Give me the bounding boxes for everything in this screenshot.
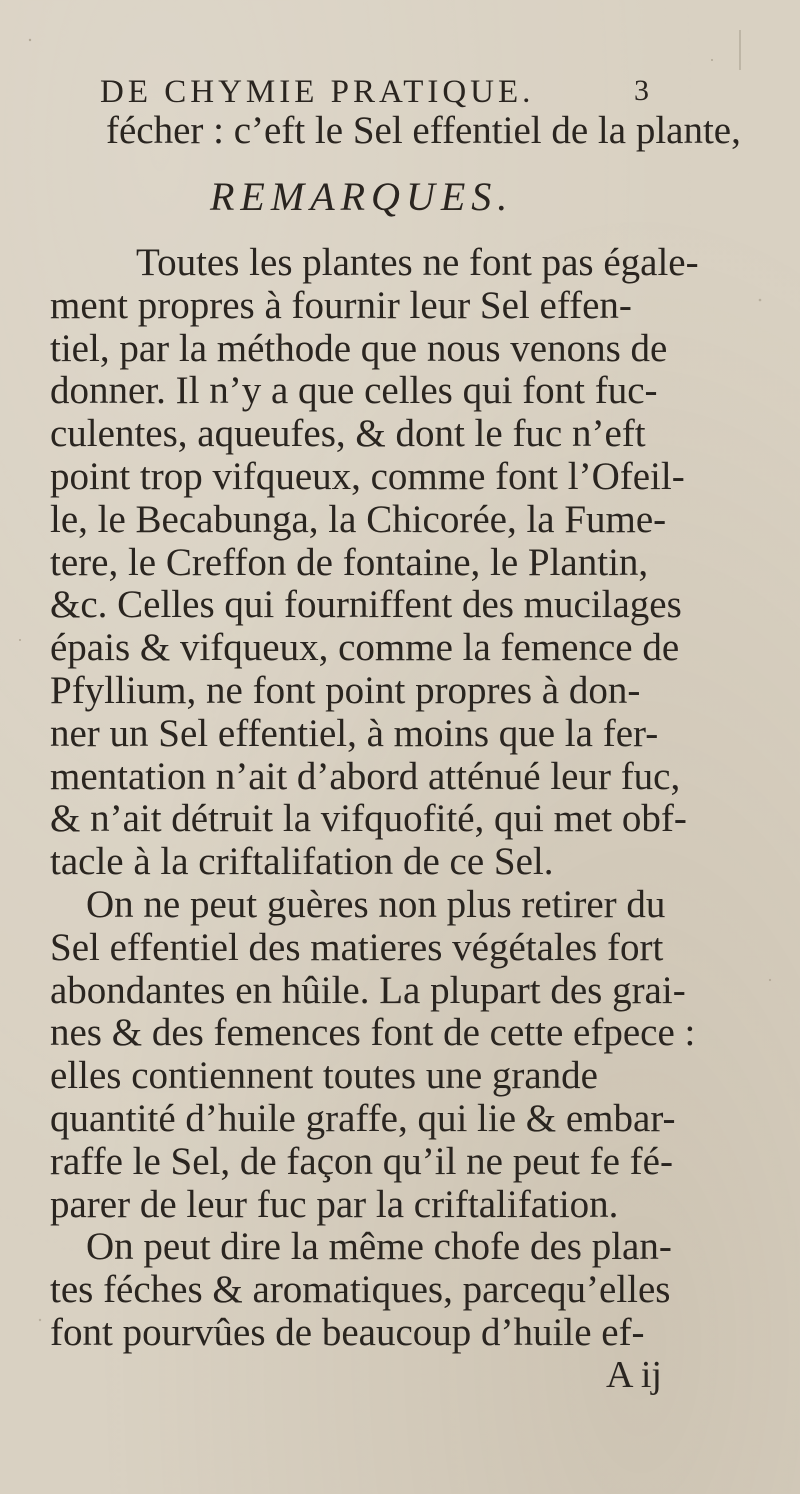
text-line-8: le, le Becabunga, la Chicorée, la Fume-: [50, 497, 667, 541]
text-line-11: épais & vifqueux, comme la femence de: [50, 626, 680, 670]
text-line-7: point trop vifqueux, comme font l’Ofeil-: [50, 455, 685, 498]
text-line-12: Pfyllium, ne font point propres à don-: [50, 669, 641, 712]
text-line-17: On ne peut guères non plus retirer du: [86, 883, 666, 926]
text-line-21: elles contiennent toutes une grande: [50, 1054, 598, 1098]
text-line-27: font pourvûes de beaucoup d’huile ef-: [50, 1311, 645, 1354]
text-line-24: parer de leur fuc par la criftalifation.: [50, 1182, 619, 1226]
text-line-20: nes & des femences font de cette efpece :: [50, 1011, 696, 1055]
signature-mark: A ij: [606, 1353, 662, 1396]
text-line-1: fécher : c’eft le Sel effentiel de la plante,: [106, 109, 741, 152]
text-line-26: tes féches & aromatiques, parcequ’elles: [50, 1268, 671, 1312]
text-line-4: tiel, par la méthode que nous venons de: [50, 326, 668, 370]
text-line-22: quantité d’huile graffe, qui lie & embar-: [50, 1097, 676, 1140]
text-line-2: Toutes les plantes ne font pas égale-: [136, 241, 699, 284]
section-heading: REMARQUES.: [210, 174, 514, 219]
text-line-25: On peut dire la même chofe des plan-: [86, 1225, 672, 1269]
text-line-15: & n’ait détruit la vifquofité, qui met obf-: [50, 797, 687, 841]
text-line-23: raffe le Sel, de façon qu’il ne peut fe fé-: [50, 1139, 673, 1183]
page-number: 3: [634, 74, 649, 107]
text-line-19: abondantes en hûile. La plupart des grai-: [50, 968, 686, 1012]
text-line-16: tacle à la criftalifation de ce Sel.: [50, 840, 554, 884]
text-line-14: mentation n’ait d’abord atténué leur fuc,: [50, 754, 681, 798]
running-title: DE CHYMIE PRATIQUE.: [100, 74, 535, 110]
text-line-13: ner un Sel effentiel, à moins que la fer-: [50, 711, 659, 755]
text-line-5: donner. Il n’y a que celles qui font fuc-: [50, 369, 658, 413]
text-line-3: ment propres à fournir leur Sel effen-: [50, 283, 632, 327]
text-line-10: &c. Celles qui fourniffent des mucilages: [50, 583, 682, 627]
text-line-9: tere, le Creffon de fontaine, le Plantin,: [50, 540, 649, 584]
text-line-6: culentes, aqueufes, & dont le fuc n’eft: [50, 412, 646, 456]
text-line-18: Sel effentiel des matieres végétales fort: [50, 925, 664, 969]
